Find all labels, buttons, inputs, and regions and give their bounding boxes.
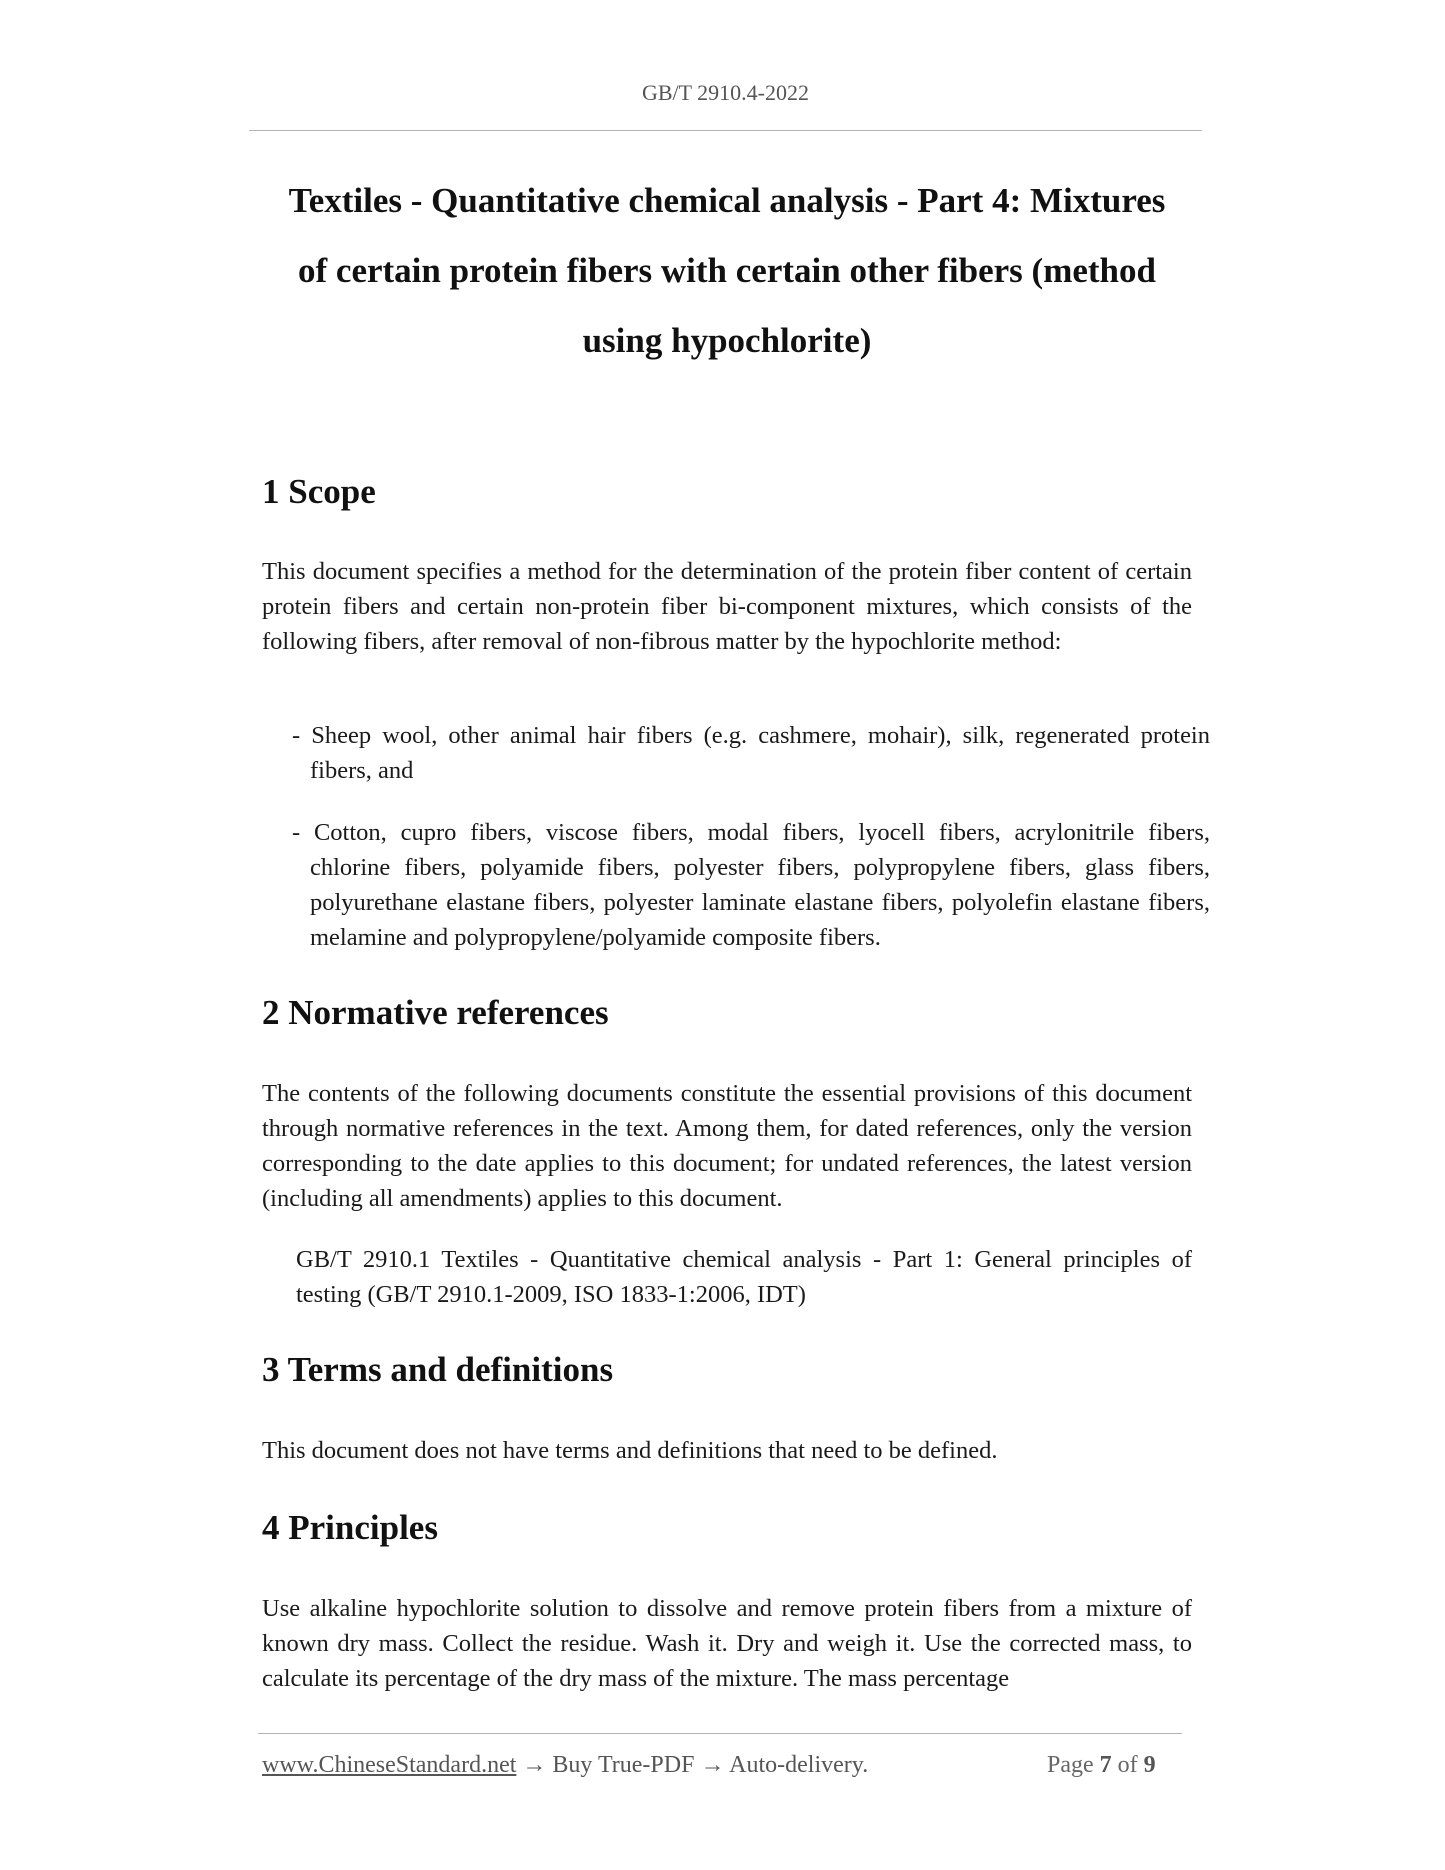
page-indicator [1047, 1752, 1156, 1779]
normative-reference-item: GB/T 2910.1 Textiles - Quantitative chemical analysis - Part 1: General principles of testing (GB/T 2910.1-2009, ISO 1833-1:2006, IDT) [296, 1246, 1192, 1308]
section-heading-scope: 1 Scope [262, 472, 376, 511]
title-line-3: using hypochlorite) [582, 321, 872, 360]
header-divider [249, 130, 1202, 131]
footer-divider [258, 1733, 1182, 1734]
scope-paragraph: This document specifies a method for the determination of the protein fiber content of certain protein fibers and certain non-protein fiber bi-component mixtures, which consists of the following fibers, after removal of non-fibrous matter by the hypochlorite method: [262, 558, 1192, 655]
total-page-number: 9 [1143, 1752, 1156, 1778]
page-header: GB/T 2910.4-2022 [641, 80, 810, 105]
auto-delivery-text: Auto-delivery. [729, 1752, 869, 1778]
current-page-number: 7 [1099, 1752, 1112, 1778]
title-line-1: Textiles - Quantitative chemical analysis - Part 4: Mixtures [288, 181, 1166, 220]
section-heading-principles: 4 Principles [262, 1508, 438, 1547]
principles-paragraph: Use alkaline hypochlorite solution to dissolve and remove protein fibers from a mixture of known dry mass. Collect the residue. Wash it. Dry and weigh it. Use the corrected mass, to calculate its percentage of the dry mass of the mixture. The mass percentage [262, 1595, 1192, 1692]
scope-list-item-non-protein: - Cotton, cupro fibers, viscose fibers, modal fibers, lyocell fibers, acrylonitrile fibers, chlorine fibers, polyamide fibers, polyester fibers, polypropylene fibers, glass fibers, polyurethane elastane fibers, polyester laminate elastane fibers, polyolefin elastane fibers, melamine and polypropylene/polyamide composite fibers. [292, 819, 1210, 951]
website-link[interactable]: www.ChineseStandard.net [262, 1752, 517, 1778]
arrow-right-icon: → [700, 1752, 725, 1778]
section-heading-normative-references: 2 Normative references [262, 993, 609, 1032]
section-heading-terms: 3 Terms and definitions [262, 1350, 614, 1389]
buy-true-pdf-text: Buy True-PDF [552, 1752, 695, 1778]
scope-list-item-protein: - Sheep wool, other animal hair fibers (e.g. cashmere, mohair), silk, regenerated protein fibers, and [292, 722, 1210, 784]
page-label: Page [1047, 1752, 1094, 1778]
of-label: of [1117, 1752, 1138, 1778]
terms-paragraph: This document does not have terms and definitions that need to be defined. [262, 1437, 998, 1464]
normative-paragraph: The contents of the following documents constitute the essential provisions of this document through normative references in the text. Among them, for dated references, only the version corresponding to the date applies to this document; for undated references, the latest version (including all amendments) applies to this document. [262, 1080, 1192, 1212]
document-title [262, 166, 1192, 376]
title-line-2: of certain protein fibers with certain other fibers (method [298, 251, 1156, 290]
footer-links [262, 1752, 868, 1779]
arrow-right-icon: → [522, 1752, 547, 1778]
